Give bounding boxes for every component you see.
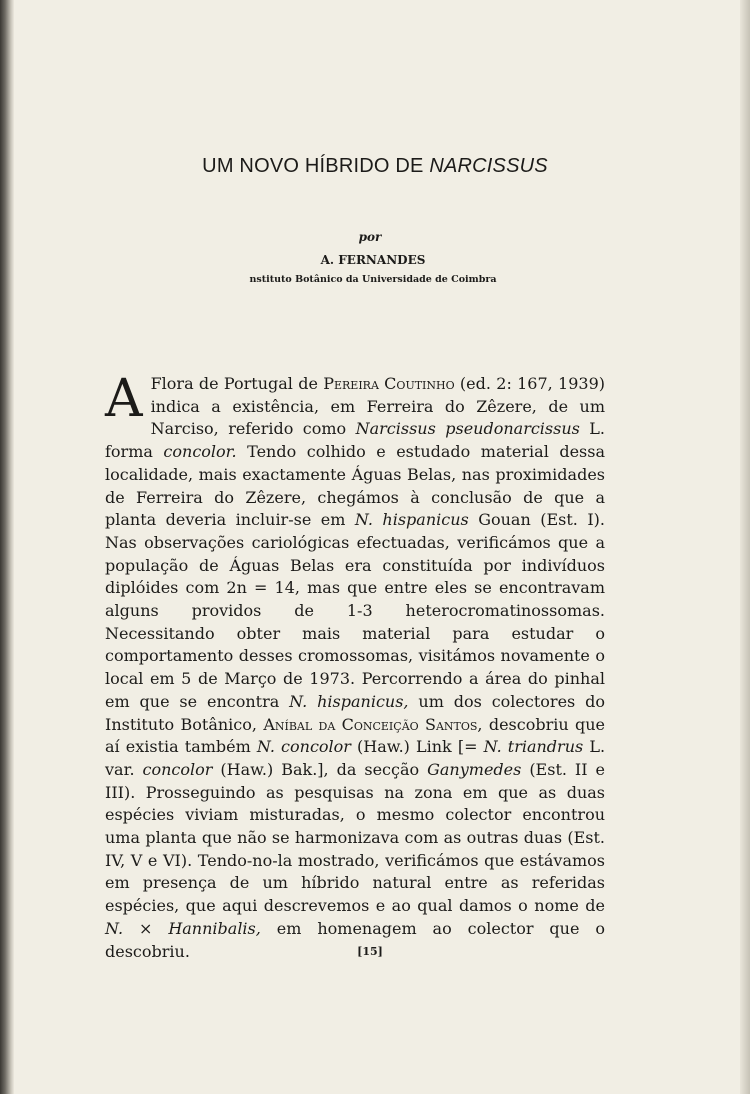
body-text: (Haw.) Bak.], da secção	[212, 759, 428, 779]
page-number: [15]	[357, 945, 383, 958]
taxon-name: N. triandrus	[483, 737, 584, 757]
title-prefix: UM NOVO HÍBRIDO DE	[202, 155, 430, 177]
author-ref-pereira: Pereira Coutinho	[323, 374, 455, 393]
hybrid-name: N. × Hannibalis,	[105, 918, 261, 938]
body-text: L. var.	[105, 737, 606, 779]
body-text: um dos colectores do Instituto Botânico,	[105, 691, 605, 734]
author-institution: nstituto Botânico da Universidade de Coimbra	[249, 274, 497, 285]
collector-name: Aníbal da Conceição Santos,	[263, 714, 483, 734]
author-name: A. FERNANDES	[320, 253, 426, 267]
byline-por: por	[358, 230, 382, 244]
taxon-name: concolor	[142, 759, 213, 779]
drop-cap: A	[105, 369, 143, 429]
body-text: Flora de Portugal de	[150, 374, 324, 393]
taxon-name: concolor.	[163, 442, 237, 462]
body-text: (Haw.) Link [=	[350, 737, 484, 757]
body-text: Tendo colhido e estudado material dessa localidade, mais exactamente Águas Belas, nas proximidades de Ferreira do Zêzere, chegámos à conclusão de que a planta deveria incluir-se em	[105, 442, 606, 530]
title-genus: NARCISSUS	[429, 155, 548, 177]
taxon-name: N. concolor	[256, 737, 351, 757]
body-text: em homenagem ao colector que o descobriu.	[105, 918, 605, 961]
body-text: Gouan (Est. I). Nas observações cariológicas efectuadas, verificámos que a população de Águas Belas era constituída por indivíduos diplóides com 2n = 14, mas que entre eles se encontravam alguns providos de 1-3 heterocromatinossomas. Necessitando obter mais material para estudar o comportamento desses cromossomas, visitámos novamente ο local em 5 de Março de 1973. Percorrendo a área do pinhal em que se encontra	[105, 510, 605, 711]
body-text: (ed. 2: 167, 1939) indica a existência, em Ferreira do Zêzere, de um Narciso, referido como	[150, 374, 605, 439]
article-title	[0, 155, 750, 178]
body-text: descobriu que aí existia também	[105, 714, 606, 757]
article-body	[105, 369, 606, 963]
body-text: (Est. II e III). Prosseguindo as pesquisas na zona em que as duas espécies viviam misturadas, o mesmo colector encontrou uma planta que não se harmonizava com as outras duas (Est. IV, V e VI). Tendo-no-la mostrado, verificámos que estávamos em presença de um híbrido natural entre as referidas espécies, que aqui descrevemos e ao qual damos o nome de	[105, 759, 606, 916]
taxon-name: N. hispanicus	[354, 510, 469, 530]
taxon-name: Ganymedes	[427, 759, 522, 779]
taxon-name: Narcissus pseudonarcissus	[355, 419, 580, 439]
taxon-name: N. hispanicus,	[289, 691, 409, 711]
body-text: L. forma	[105, 419, 606, 462]
